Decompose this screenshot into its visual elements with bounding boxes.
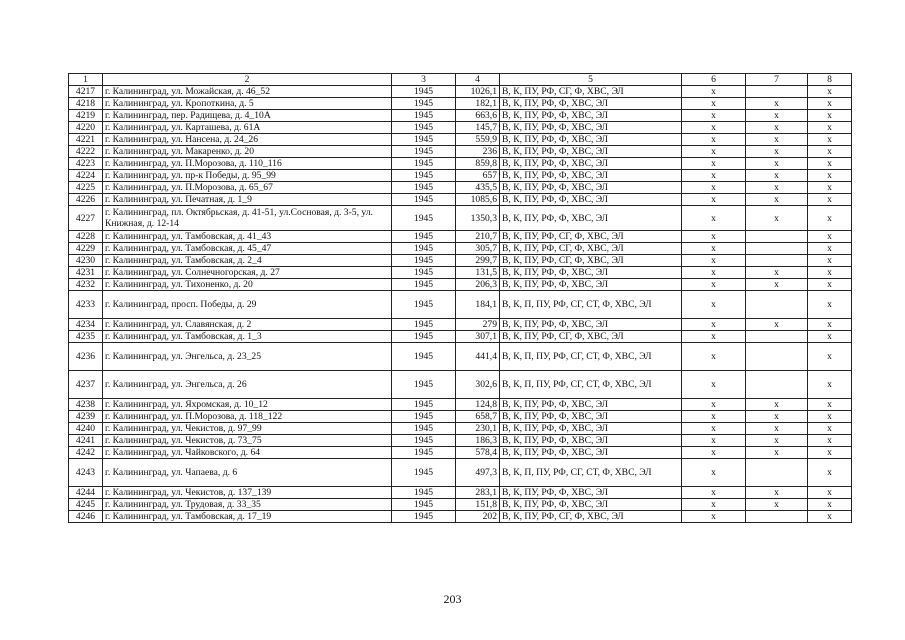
year-cell: 1945 [392,158,456,170]
column-6-mark: x [682,459,746,487]
work-types-cell: В, К, ПУ, РФ, Ф, ХВС, ЭЛ [500,146,682,158]
column-7-mark [746,511,808,523]
address-cell: г. Калининград, ул. Печатная, д. 1_9 [103,194,392,206]
column-8-mark: x [808,98,852,110]
area-cell: 578,4 [456,447,500,459]
row-number: 4234 [69,319,103,331]
column-header: 2 [103,74,392,86]
year-cell: 1945 [392,511,456,523]
column-7-mark: x [746,319,808,331]
address-cell: г. Калининград, просп. Победы, д. 29 [103,291,392,319]
table-row [69,331,852,343]
column-6-mark: x [682,319,746,331]
column-8-mark: x [808,487,852,499]
column-7-mark: x [746,399,808,411]
column-7-mark [746,291,808,319]
column-8-mark: x [808,110,852,122]
work-types-cell: В, К, ПУ, РФ, Ф, ХВС, ЭЛ [500,170,682,182]
column-7-mark: x [746,110,808,122]
row-number: 4226 [69,194,103,206]
table-row [69,319,852,331]
column-7-mark: x [746,267,808,279]
column-6-mark: x [682,423,746,435]
column-7-mark [746,243,808,255]
work-types-cell: В, К, ПУ, РФ, Ф, ХВС, ЭЛ [500,423,682,435]
address-cell: г. Калининград, ул. Чекистов, д. 73_75 [103,435,392,447]
address-cell: г. Калининград, ул. Тамбовская, д. 41_43 [103,231,392,243]
column-6-mark: x [682,447,746,459]
address-cell: г. Калининград, ул. Макаренко, д. 20 [103,146,392,158]
column-7-mark: x [746,435,808,447]
work-types-cell: В, К, ПУ, РФ, СГ, Ф, ХВС, ЭЛ [500,255,682,267]
column-7-mark: x [746,158,808,170]
address-cell: г. Калининград, ул. П.Морозова, д. 118_122 [103,411,392,423]
column-8-mark: x [808,231,852,243]
area-cell: 182,1 [456,98,500,110]
work-types-cell: В, К, ПУ, РФ, Ф, ХВС, ЭЛ [500,399,682,411]
address-cell: г. Калининград, ул. Тихоненко, д. 20 [103,279,392,291]
work-types-cell: В, К, ПУ, РФ, Ф, ХВС, ЭЛ [500,122,682,134]
area-cell: 186,3 [456,435,500,447]
year-cell: 1945 [392,206,456,231]
table-row [69,511,852,523]
row-number: 4243 [69,459,103,487]
work-types-cell: В, К, ПУ, РФ, Ф, ХВС, ЭЛ [500,182,682,194]
row-number: 4240 [69,423,103,435]
table-row [69,371,852,399]
year-cell: 1945 [392,499,456,511]
column-7-mark: x [746,423,808,435]
area-cell: 145,7 [456,122,500,134]
area-cell: 497,3 [456,459,500,487]
area-cell: 559,9 [456,134,500,146]
area-cell: 441,4 [456,343,500,371]
table-row [69,86,852,98]
area-cell: 230,1 [456,423,500,435]
column-7-mark: x [746,487,808,499]
column-8-mark: x [808,331,852,343]
column-7-mark: x [746,411,808,423]
column-7-mark [746,255,808,267]
year-cell: 1945 [392,146,456,158]
address-cell: г. Калининград, ул. Чапаева, д. 6 [103,459,392,487]
column-6-mark: x [682,499,746,511]
column-8-mark: x [808,423,852,435]
column-7-mark: x [746,122,808,134]
column-6-mark: x [682,291,746,319]
column-8-mark: x [808,435,852,447]
work-types-cell: В, К, ПУ, РФ, Ф, ХВС, ЭЛ [500,279,682,291]
table-row [69,243,852,255]
row-number: 4245 [69,499,103,511]
address-cell: г. Калининград, ул. Энгельса, д. 23_25 [103,343,392,371]
address-cell: г. Калининград, ул. Солнечногорская, д. 27 [103,267,392,279]
year-cell: 1945 [392,331,456,343]
row-number: 4241 [69,435,103,447]
column-6-mark: x [682,255,746,267]
table-row [69,459,852,487]
address-cell: г. Калининград, ул. Яхромская, д. 10_12 [103,399,392,411]
address-cell: г. Калининград, ул. Тамбовская, д. 45_47 [103,243,392,255]
year-cell: 1945 [392,231,456,243]
row-number: 4231 [69,267,103,279]
column-header: 7 [746,74,808,86]
year-cell: 1945 [392,255,456,267]
year-cell: 1945 [392,319,456,331]
area-cell: 307,1 [456,331,500,343]
table-row [69,267,852,279]
year-cell: 1945 [392,98,456,110]
work-types-cell: В, К, П, ПУ, РФ, СГ, СТ, Ф, ХВС, ЭЛ [500,371,682,399]
column-6-mark: x [682,331,746,343]
work-types-cell: В, К, ПУ, РФ, Ф, ХВС, ЭЛ [500,134,682,146]
column-8-mark: x [808,243,852,255]
column-8-mark: x [808,134,852,146]
row-number: 4236 [69,343,103,371]
column-8-mark: x [808,279,852,291]
area-cell: 658,7 [456,411,500,423]
row-number: 4220 [69,122,103,134]
column-7-mark [746,371,808,399]
area-cell: 1085,6 [456,194,500,206]
column-8-mark: x [808,170,852,182]
work-types-cell: В, К, ПУ, РФ, СГ, Ф, ХВС, ЭЛ [500,86,682,98]
year-cell: 1945 [392,291,456,319]
address-cell: г. Калининград, ул. пр-к Победы, д. 95_99 [103,170,392,182]
column-6-mark: x [682,158,746,170]
row-number: 4228 [69,231,103,243]
work-types-cell: В, К, ПУ, РФ, Ф, ХВС, ЭЛ [500,447,682,459]
address-cell: г. Калининград, ул. П.Морозова, д. 65_67 [103,182,392,194]
row-number: 4217 [69,86,103,98]
column-8-mark: x [808,511,852,523]
row-number: 4225 [69,182,103,194]
area-cell: 202 [456,511,500,523]
column-8-mark: x [808,146,852,158]
year-cell: 1945 [392,435,456,447]
work-types-cell: В, К, ПУ, РФ, СГ, Ф, ХВС, ЭЛ [500,231,682,243]
area-cell: 1026,1 [456,86,500,98]
row-number: 4244 [69,487,103,499]
year-cell: 1945 [392,371,456,399]
table-row [69,291,852,319]
table-row [69,411,852,423]
table-body [69,86,852,523]
column-6-mark: x [682,511,746,523]
address-cell: г. Калининград, ул. Карташева, д. 61А [103,122,392,134]
address-cell: г. Калининград, ул. Трудовая, д. 33_35 [103,499,392,511]
column-8-mark: x [808,411,852,423]
area-cell: 302,6 [456,371,500,399]
year-cell: 1945 [392,343,456,371]
row-number: 4221 [69,134,103,146]
column-8-mark: x [808,399,852,411]
table-row [69,206,852,231]
table-row [69,279,852,291]
column-8-mark: x [808,158,852,170]
year-cell: 1945 [392,243,456,255]
year-cell: 1945 [392,411,456,423]
area-cell: 279 [456,319,500,331]
column-6-mark: x [682,231,746,243]
row-number: 4242 [69,447,103,459]
row-number: 4223 [69,158,103,170]
address-cell: г. Калининград, ул. Кропоткина, д. 5 [103,98,392,110]
column-8-mark: x [808,122,852,134]
area-cell: 663,6 [456,110,500,122]
table-row [69,146,852,158]
table-row [69,98,852,110]
column-6-mark: x [682,134,746,146]
row-number: 4238 [69,399,103,411]
column-7-mark: x [746,447,808,459]
column-6-mark: x [682,122,746,134]
row-number: 4227 [69,206,103,231]
address-cell: г. Калининград, пл. Октябрьская, д. 41-51, ул.Сосновая, д. 3-5, ул. Книжная, д. 12-14 [103,206,392,231]
table-row [69,110,852,122]
address-cell: г. Калининград, ул. Чайковского, д. 64 [103,447,392,459]
column-8-mark: x [808,267,852,279]
column-6-mark: x [682,170,746,182]
year-cell: 1945 [392,399,456,411]
address-cell: г. Калининград, ул. Энгельса, д. 26 [103,371,392,399]
column-8-mark: x [808,255,852,267]
column-7-mark: x [746,170,808,182]
column-6-mark: x [682,279,746,291]
row-number: 4230 [69,255,103,267]
year-cell: 1945 [392,110,456,122]
column-7-mark: x [746,98,808,110]
area-cell: 859,8 [456,158,500,170]
column-6-mark: x [682,98,746,110]
work-types-cell: В, К, ПУ, РФ, Ф, ХВС, ЭЛ [500,319,682,331]
address-cell: г. Калининград, пер. Радищева, д. 4_10А [103,110,392,122]
area-cell: 236 [456,146,500,158]
table-row [69,194,852,206]
table-row [69,499,852,511]
area-cell: 124,8 [456,399,500,411]
column-number-header-row [69,74,852,86]
table-row [69,343,852,371]
column-8-mark: x [808,194,852,206]
column-6-mark: x [682,146,746,158]
work-types-cell: В, К, ПУ, РФ, СГ, Ф, ХВС, ЭЛ [500,511,682,523]
column-6-mark: x [682,110,746,122]
table-row [69,231,852,243]
row-number: 4229 [69,243,103,255]
area-cell: 435,5 [456,182,500,194]
year-cell: 1945 [392,182,456,194]
work-types-cell: В, К, ПУ, РФ, Ф, ХВС, ЭЛ [500,499,682,511]
area-cell: 299,7 [456,255,500,267]
work-types-cell: В, К, ПУ, РФ, Ф, ХВС, ЭЛ [500,411,682,423]
page-number: 203 [443,592,462,606]
row-number: 4233 [69,291,103,319]
area-cell: 210,7 [456,231,500,243]
column-7-mark: x [746,134,808,146]
column-8-mark: x [808,319,852,331]
address-cell: г. Калининград, ул. Тамбовская, д. 17_19 [103,511,392,523]
year-cell: 1945 [392,279,456,291]
column-6-mark: x [682,182,746,194]
work-types-cell: В, К, П, ПУ, РФ, СГ, СТ, Ф, ХВС, ЭЛ [500,343,682,371]
column-6-mark: x [682,411,746,423]
address-cell: г. Калининград, ул. Славянская, д. 2 [103,319,392,331]
column-7-mark: x [746,279,808,291]
work-types-cell: В, К, ПУ, РФ, Ф, ХВС, ЭЛ [500,267,682,279]
area-cell: 657 [456,170,500,182]
table-row [69,423,852,435]
column-7-mark: x [746,499,808,511]
address-cell: г. Калининград, ул. Тамбовская, д. 2_4 [103,255,392,267]
row-number: 4246 [69,511,103,523]
row-number: 4219 [69,110,103,122]
work-types-cell: В, К, ПУ, РФ, Ф, ХВС, ЭЛ [500,206,682,231]
work-types-cell: В, К, ПУ, РФ, СГ, Ф, ХВС, ЭЛ [500,331,682,343]
housing-register-table [68,73,852,523]
column-6-mark: x [682,487,746,499]
area-cell: 151,8 [456,499,500,511]
row-number: 4237 [69,371,103,399]
work-types-cell: В, К, П, ПУ, РФ, СГ, СТ, Ф, ХВС, ЭЛ [500,459,682,487]
column-8-mark: x [808,182,852,194]
column-8-mark: x [808,499,852,511]
column-7-mark [746,86,808,98]
table-row [69,255,852,267]
year-cell: 1945 [392,86,456,98]
row-number: 4222 [69,146,103,158]
table-row [69,170,852,182]
year-cell: 1945 [392,459,456,487]
column-7-mark [746,459,808,487]
table-row [69,182,852,194]
table-row [69,158,852,170]
area-cell: 184,1 [456,291,500,319]
column-7-mark [746,231,808,243]
column-6-mark: x [682,267,746,279]
column-7-mark: x [746,194,808,206]
year-cell: 1945 [392,447,456,459]
column-header: 4 [456,74,500,86]
column-7-mark [746,331,808,343]
area-cell: 305,7 [456,243,500,255]
column-8-mark: x [808,459,852,487]
work-types-cell: В, К, ПУ, РФ, Ф, ХВС, ЭЛ [500,487,682,499]
column-header: 6 [682,74,746,86]
column-header: 1 [69,74,103,86]
row-number: 4232 [69,279,103,291]
column-6-mark: x [682,243,746,255]
work-types-cell: В, К, ПУ, РФ, Ф, ХВС, ЭЛ [500,435,682,447]
work-types-cell: В, К, ПУ, РФ, Ф, ХВС, ЭЛ [500,98,682,110]
column-header: 8 [808,74,852,86]
row-number: 4235 [69,331,103,343]
address-cell: г. Калининград, ул. Тамбовская, д. 1_3 [103,331,392,343]
year-cell: 1945 [392,170,456,182]
column-header: 5 [500,74,682,86]
row-number: 4224 [69,170,103,182]
column-8-mark: x [808,86,852,98]
column-8-mark: x [808,291,852,319]
area-cell: 283,1 [456,487,500,499]
column-6-mark: x [682,435,746,447]
column-8-mark: x [808,343,852,371]
address-cell: г. Калининград, ул. Чекистов, д. 97_99 [103,423,392,435]
year-cell: 1945 [392,122,456,134]
column-6-mark: x [682,194,746,206]
row-number: 4239 [69,411,103,423]
column-7-mark: x [746,146,808,158]
work-types-cell: В, К, П, ПУ, РФ, СГ, СТ, Ф, ХВС, ЭЛ [500,291,682,319]
table-row [69,487,852,499]
address-cell: г. Калининград, ул. Нансена, д. 24_26 [103,134,392,146]
table-row [69,447,852,459]
column-6-mark: x [682,371,746,399]
column-7-mark: x [746,206,808,231]
column-8-mark: x [808,447,852,459]
column-6-mark: x [682,399,746,411]
area-cell: 206,3 [456,279,500,291]
work-types-cell: В, К, ПУ, РФ, Ф, ХВС, ЭЛ [500,194,682,206]
address-cell: г. Калининград, ул. П.Морозова, д. 110_116 [103,158,392,170]
column-8-mark: x [808,371,852,399]
column-7-mark: x [746,182,808,194]
column-6-mark: x [682,206,746,231]
year-cell: 1945 [392,423,456,435]
table-row [69,134,852,146]
address-cell: г. Калининград, ул. Можайская, д. 46_52 [103,86,392,98]
year-cell: 1945 [392,194,456,206]
work-types-cell: В, К, ПУ, РФ, Ф, ХВС, ЭЛ [500,110,682,122]
work-types-cell: В, К, ПУ, РФ, СГ, Ф, ХВС, ЭЛ [500,243,682,255]
area-cell: 131,5 [456,267,500,279]
column-6-mark: x [682,343,746,371]
column-6-mark: x [682,86,746,98]
work-types-cell: В, К, ПУ, РФ, Ф, ХВС, ЭЛ [500,158,682,170]
table-row [69,399,852,411]
area-cell: 1350,3 [456,206,500,231]
year-cell: 1945 [392,267,456,279]
column-8-mark: x [808,206,852,231]
table-row [69,122,852,134]
table-row [69,435,852,447]
column-header: 3 [392,74,456,86]
column-7-mark [746,343,808,371]
row-number: 4218 [69,98,103,110]
year-cell: 1945 [392,134,456,146]
year-cell: 1945 [392,487,456,499]
address-cell: г. Калининград, ул. Чекистов, д. 137_139 [103,487,392,499]
